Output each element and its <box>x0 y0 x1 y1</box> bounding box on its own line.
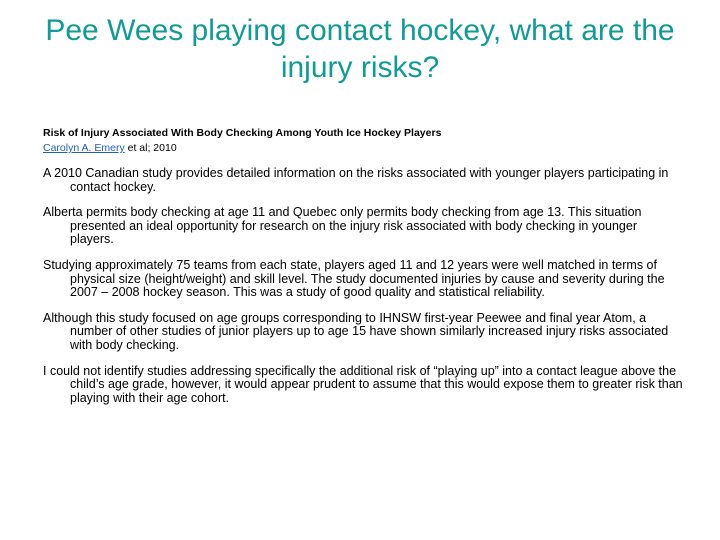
author-link[interactable]: Carolyn A. Emery <box>43 142 125 154</box>
reference-citation <box>43 142 683 155</box>
paragraph-playing-up: I could not identify studies addressing specifically the additional risk of “playing up” into a contact league above the child’s age grade, however, it would appear prudent to assume that this would expose them to greater risk than playing with their age cohort. <box>43 363 683 405</box>
reference-title: Risk of Injury Associated With Body Checking Among Youth Ice Hockey Players <box>43 127 442 139</box>
citation-suffix: et al; 2010 <box>124 142 177 154</box>
paragraph-methodology: Studying approximately 75 teams from each state, players aged 11 and 12 years were well matched in terms of physical size (height/weight) and skill level. The study documented injuries by cause and severity during the 2007 – 2008 hockey season. This was a study of good quality and statistical reliability. <box>43 257 665 300</box>
paragraph-provinces: Alberta permits body checking at age 11 and Quebec only permits body checking from age 13. This situation presented an ideal opportunity for research on the injury risk associated with body checking in younger players. <box>43 205 642 247</box>
paragraph-age-groups: Although this study focused on age groups corresponding to IHNSW first-year Peewee and final year Atom, a number of other studies of junior players up to age 15 have shown similarly increased injury risks associated with body checking. <box>43 310 669 352</box>
paragraph-study-intro: A 2010 Canadian study provides detailed information on the risks associated with younger players participating in contact hockey. <box>43 166 669 194</box>
slide-body <box>43 127 683 405</box>
slide-title: Pee Wees playing contact hockey, what are the injury risks? <box>45 14 675 84</box>
